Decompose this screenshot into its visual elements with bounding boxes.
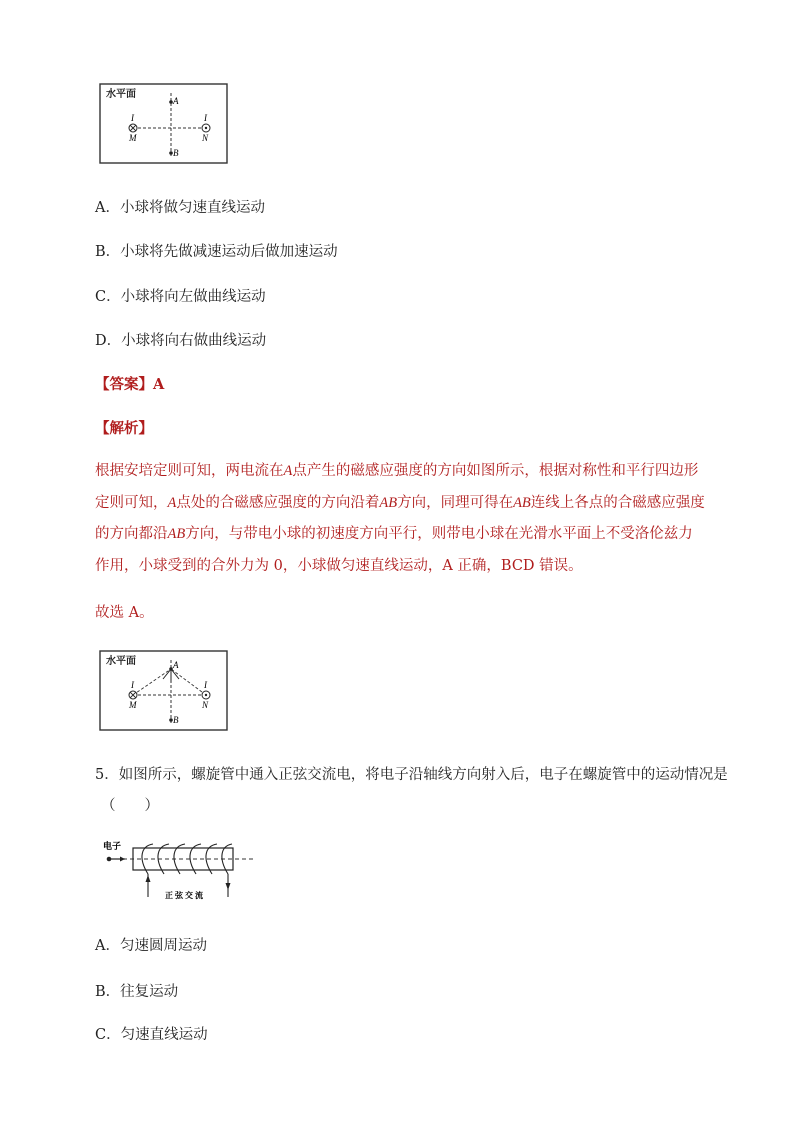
analysis-line-ref: AB: [379, 494, 398, 511]
current-out-of-page-icon: [202, 124, 210, 132]
q5-stem: 5．如图所示，螺旋管中通入正弦交流电，将电子沿轴线方向射入后，电子在螺旋管中的运动情况是: [95, 767, 728, 783]
q5-option-b: B．往复运动: [95, 984, 179, 1000]
figure-magnetic-plane: [99, 83, 229, 165]
point-a-label: A: [173, 96, 179, 106]
analysis-text: 点产生的磁感应强度的方向如图所示，根据对称性和平行四边形定则可知，: [95, 463, 699, 511]
point-m-label: M: [129, 700, 137, 710]
current-into-page-icon: [129, 124, 137, 132]
point-n-label: N: [202, 700, 209, 710]
point-b-label: B: [173, 148, 179, 158]
current-i-left: I: [131, 680, 134, 690]
q4-option-d: D．小球将向右做曲线运动: [95, 333, 267, 349]
q5-option-c: C．匀速直线运动: [95, 1027, 208, 1043]
current-out-of-page-icon: [202, 691, 210, 699]
plane-label: 水平面: [106, 656, 136, 667]
q5-blank: （ ）: [101, 798, 159, 814]
analysis-conclusion: 故选 A。: [95, 605, 154, 621]
analysis-line-ref: AB: [167, 526, 186, 542]
analysis-text: 方向，同理可得在: [397, 494, 514, 511]
analysis-text: 根据安培定则可知，两电流在: [95, 463, 284, 479]
ac-label: 正 弦 交 流: [165, 891, 203, 900]
q4-option-a: A．小球将做匀速直线运动: [95, 200, 265, 216]
analysis-text: 方向，与带电小球的初速度方向平行，则带电小球在光滑水平面上不受洛伦兹力作用，小球受到的合外力为 0，小球做匀速直线运动，A 正确，BCD 错误。: [95, 526, 693, 574]
figure-magnetic-field-solution: [99, 650, 229, 732]
analysis-point-ref: A: [167, 494, 177, 511]
answer-value: A: [153, 376, 165, 393]
analysis-line-ref: AB: [513, 494, 531, 511]
q4-option-b: B．小球将先做减速运动后做加速运动: [95, 244, 338, 260]
answer-line: [95, 373, 164, 394]
analysis-text: 连线上各点的合磁感应强度的方向都沿: [95, 494, 705, 542]
q5-option-a: A．匀速圆周运动: [95, 938, 207, 954]
point-m-label: M: [129, 133, 137, 143]
plane-label: 水平面: [106, 89, 136, 100]
figure-solenoid: [101, 838, 253, 904]
point-b-label: B: [173, 715, 179, 725]
analysis-paragraph: [95, 456, 705, 582]
analysis-text: 点处的合磁感应强度的方向沿着: [176, 494, 380, 511]
current-into-page-icon: [129, 691, 137, 699]
current-i-left: I: [131, 113, 134, 123]
q4-option-c: C．小球将向左做曲线运动: [95, 289, 266, 305]
electron-label: 电子: [103, 841, 122, 851]
analysis-point-ref: A: [283, 463, 293, 479]
analysis-label: 【解析】: [95, 420, 153, 437]
answer-label: 【答案】: [95, 376, 153, 393]
current-i-right: I: [204, 680, 207, 690]
point-a-label: A: [173, 660, 179, 670]
current-i-right: I: [204, 113, 207, 123]
point-n-label: N: [202, 133, 209, 143]
